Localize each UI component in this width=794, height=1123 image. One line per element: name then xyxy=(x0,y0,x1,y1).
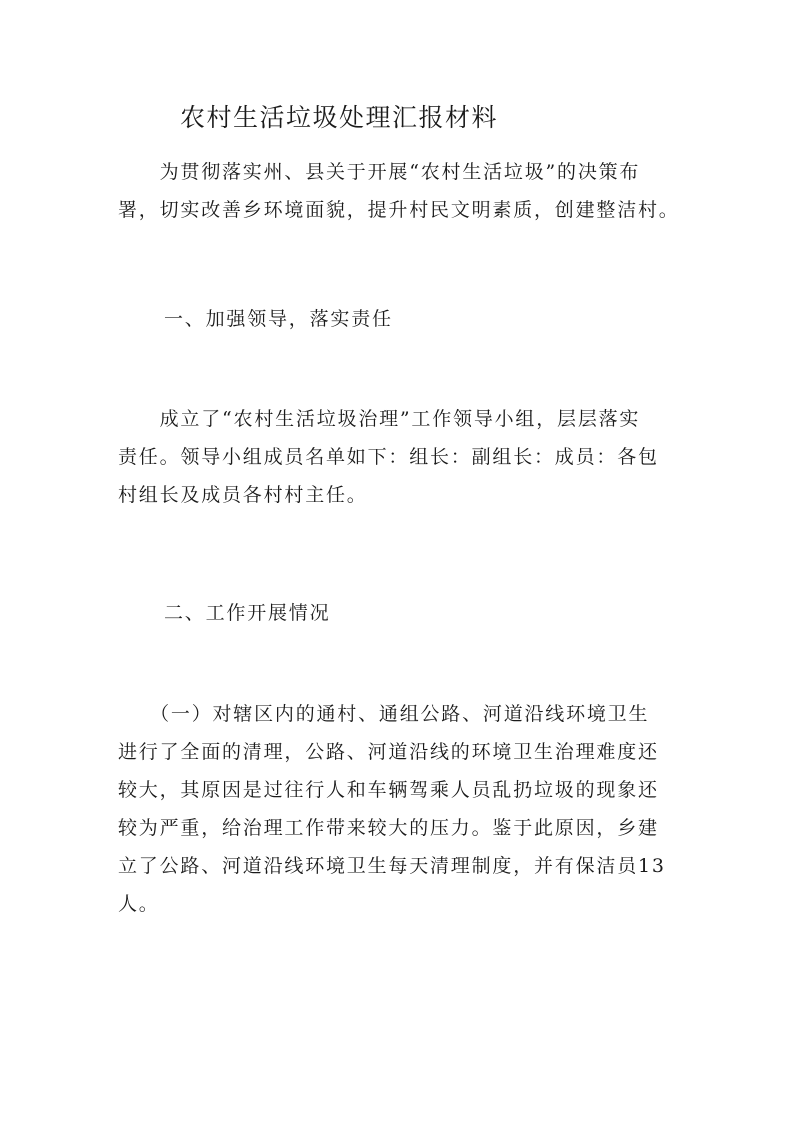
section-2-paragraph xyxy=(118,695,678,923)
paragraph-line: （一）对辖区内的通村、通组公路、河道沿线环境卫生 xyxy=(118,703,650,725)
intro-line: 署，切实改善乡环境面貌，提升村民文明素质，创建整洁村。 xyxy=(118,199,680,221)
paragraph-line: 立了公路、河道沿线环境卫生每天清理制度，并有保洁员13 xyxy=(118,855,666,877)
paragraph-line: 较为严重，给治理工作带来较大的压力。鉴于此原因，乡建 xyxy=(118,817,659,839)
paragraph-line: 责任。领导小组成员名单如下：组长：副组长：成员：各包 xyxy=(118,446,659,468)
paragraph-line: 人。 xyxy=(118,893,160,915)
intro-line: 为贯彻落实州、县关于开展“农村生活垃圾”的决策布 xyxy=(118,161,641,183)
paragraph-line: 村组长及成员各村村主任。 xyxy=(118,484,368,506)
document-title: 农村生活垃圾处理汇报材料 xyxy=(180,103,499,132)
section-1-heading: 一、加强领导，落实责任 xyxy=(164,308,393,330)
paragraph-line: 成立了“农村生活垃圾治理”工作领导小组，层层落实 xyxy=(118,408,641,430)
section-2-heading: 二、工作开展情况 xyxy=(164,602,331,624)
section-1-paragraph xyxy=(118,400,678,514)
paragraph-line: 进行了全面的清理，公路、河道沿线的环境卫生治理难度还 xyxy=(118,741,659,763)
intro-paragraph xyxy=(118,153,678,229)
paragraph-line: 较大，其原因是过往行人和车辆驾乘人员乱扔垃圾的现象还 xyxy=(118,779,659,801)
